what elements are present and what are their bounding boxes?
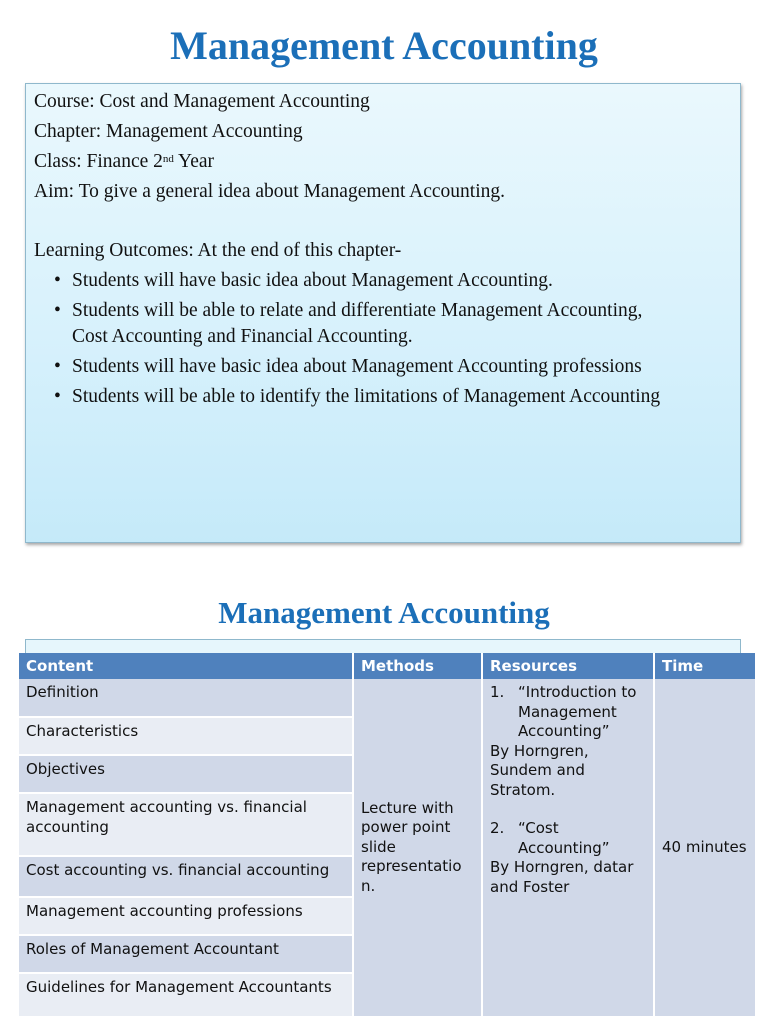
resource-item: 1. “Introduction to Management Accounting”	[490, 683, 637, 740]
content-cell: Roles of Management Accountant	[19, 935, 353, 973]
resource-title: “Cost Accounting”	[518, 819, 610, 857]
resources-cell	[482, 679, 654, 1017]
lesson-plan-table	[19, 653, 757, 1018]
chapter-line: Chapter: Management Accounting	[34, 121, 303, 142]
table-row	[19, 679, 756, 717]
methods-cell: Lecture with power point slide representatio n.	[353, 679, 482, 1017]
header-time: Time	[654, 653, 756, 679]
aim-line: Aim: To give a general idea about Management Accounting.	[34, 181, 506, 202]
header-resources: Resources	[482, 653, 654, 679]
outcome-item-continuation: Cost Accounting and Financial Accounting.	[72, 326, 413, 347]
resource-authors: By Horngren, datar and Foster	[490, 858, 634, 896]
resource-item: 2. “Cost Accounting”	[490, 819, 610, 857]
learning-outcomes-heading: Learning Outcomes: At the end of this chapter-	[34, 240, 402, 261]
content-cell: Guidelines for Management Accountants	[19, 973, 353, 1017]
content-cell: Cost accounting vs. financial accounting	[19, 856, 353, 897]
class-superscript: nd	[162, 153, 174, 165]
content-cell: Management accounting professions	[19, 897, 353, 935]
class-line	[34, 151, 214, 173]
resource-title: “Introduction to Management Accounting”	[518, 683, 637, 740]
table-header-row	[19, 653, 756, 679]
course-info-box: Course: Cost and Management Accounting Chapter: Management Accounting Class: Finance 2nd Year Aim: To give a general idea about Management Accounting. Learning Outcomes: At the end of this chapter- Students will have basic idea about Management Accounting. Students will be able to relate and differentiate Management Accounting, Cost Accounting and Financial Accounting. Students will have basic idea about Management Accounting professions Students will be able to identify the limitations of Management Accounting	[25, 83, 741, 543]
class-prefix: Class: Finance 2	[34, 151, 163, 172]
class-suffix: Year	[173, 151, 214, 172]
content-cell: Definition	[19, 679, 353, 717]
slide-title: Management Accounting	[170, 23, 598, 68]
content-cell: Objectives	[19, 755, 353, 793]
course-line: Course: Cost and Management Accounting	[34, 91, 370, 112]
slide-title: Management Accounting	[218, 595, 550, 630]
resource-authors: By Horngren, Sundem and Stratom.	[490, 741, 589, 799]
content-cell: Management accounting vs. financial accounting	[19, 793, 353, 856]
header-methods: Methods	[353, 653, 482, 679]
content-cell: Characteristics	[19, 717, 353, 755]
time-cell: 40 minutes	[654, 679, 756, 1017]
header-content: Content	[19, 653, 353, 679]
